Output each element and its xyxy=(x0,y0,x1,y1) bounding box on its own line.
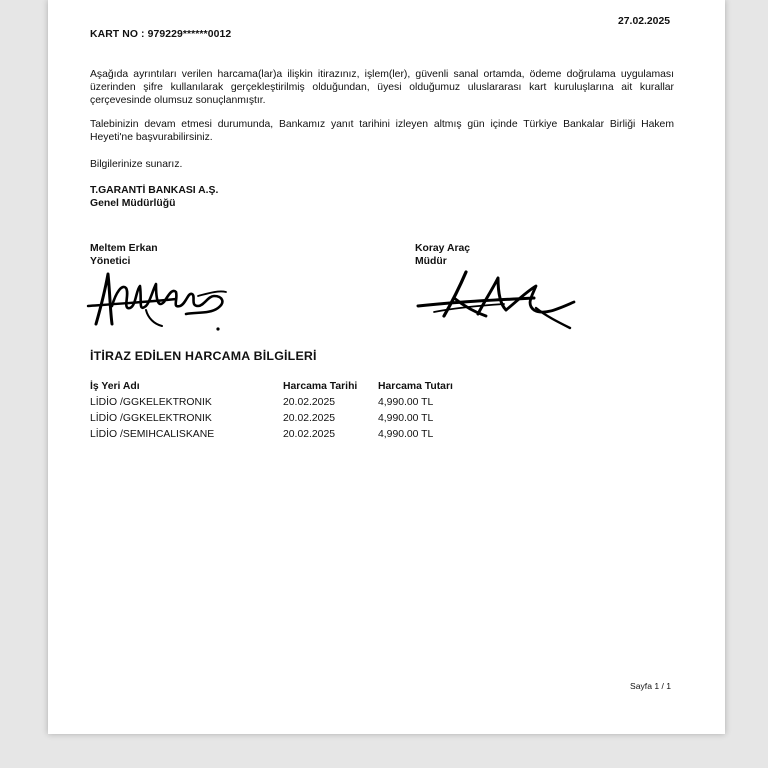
row-date: 20.02.2025 xyxy=(283,397,336,408)
page-number: Sayfa 1 / 1 xyxy=(630,681,672,691)
signatory-left-title: Yönetici xyxy=(90,256,131,267)
section-title-disputed: İTİRAZ EDİLEN HARCAMA BİLGİLERİ xyxy=(90,349,317,363)
signatory-right-name: Koray Araç xyxy=(415,243,471,254)
row-merchant: LİDİO /GGKELEKTRONIK xyxy=(90,397,212,408)
signatory-left xyxy=(90,242,158,268)
bank-block xyxy=(90,184,218,210)
card-number: KART NO : 979229******0012 xyxy=(90,29,232,40)
row-merchant: LİDİO /SEMIHCALISKANE xyxy=(90,429,215,440)
column-header-merchant: İş Yeri Adı xyxy=(90,381,140,392)
row-date: 20.02.2025 xyxy=(283,429,336,440)
column-header-amount: Harcama Tutarı xyxy=(378,381,453,392)
paragraph-closing: Bilgilerinize sunarız. xyxy=(90,159,183,170)
row-amount: 4,990.00 TL xyxy=(378,397,434,408)
signature-left-image xyxy=(86,266,236,336)
row-merchant: LİDİO /GGKELEKTRONIK xyxy=(90,413,212,424)
document-page xyxy=(48,0,725,734)
signatory-right xyxy=(415,242,470,268)
signatory-right-title: Müdür xyxy=(415,256,447,267)
row-date: 20.02.2025 xyxy=(283,413,336,424)
paragraph-dispute-result: Aşağıda ayrıntıları verilen harcama(lar)a ilişkin itirazınız, işlem(ler), güvenli sanal ortamda, ödeme doğrulama uygulaması üzerinden şifre kullanılarak gerçekleştirilmiş olduğundan, üyesi olduğumuz uluslararası kart kuruluşlarına ait kurallar çerçevesinde olumsuz sonuçlanmıştır. xyxy=(90,69,674,106)
paragraph-appeal-info: Talebinizin devam etmesi durumunda, Bankamız yanıt tarihini izleyen altmış gün içinde Türkiye Bankalar Birliği Hakem Heyeti'ne başvurabilirsiniz. xyxy=(90,119,674,143)
bank-name: T.GARANTİ BANKASI A.Ş. xyxy=(90,185,219,196)
row-amount: 4,990.00 TL xyxy=(378,413,434,424)
document-date: 27.02.2025 xyxy=(618,16,671,27)
signature-right-image xyxy=(414,268,584,334)
row-amount: 4,990.00 TL xyxy=(378,429,434,440)
signatory-left-name: Meltem Erkan xyxy=(90,243,158,254)
column-header-date: Harcama Tarihi xyxy=(283,381,358,392)
bank-unit: Genel Müdürlüğü xyxy=(90,198,176,209)
